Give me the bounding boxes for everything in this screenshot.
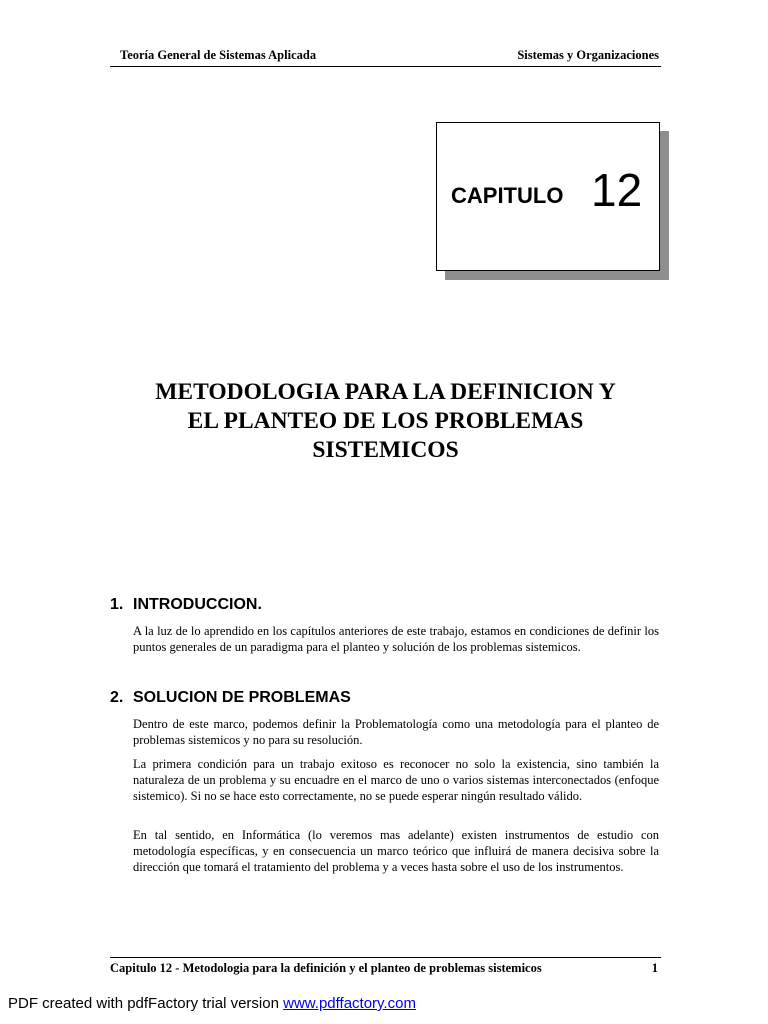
header-subject: Sistemas y Organizaciones <box>517 48 659 62</box>
section-heading-solucion <box>110 689 351 707</box>
page-number: 1 <box>651 961 658 975</box>
page-footer <box>110 957 661 978</box>
chapter-label: CAPITULO <box>451 183 564 208</box>
section-title: INTRODUCCION. <box>133 596 262 613</box>
paragraph: A la luz de lo aprendido en los capítulos anteriores de este trabajo, estamos en condiciones de definir los puntos generales de un paradigma para el planteo y solución de los problemas sistemicos. <box>133 624 659 654</box>
chapter-title <box>110 378 661 465</box>
paragraph: La primera condición para un trabajo exitoso es reconocer no solo la existencia, sino también la naturaleza de un problema y su encuadre en el marco de uno o varios sistemas interconectados (enfoque sistemico). Si no se hace esto correctamente, no se puede esperar ningún resultado válido. <box>133 757 659 803</box>
section-title: SOLUCION DE PROBLEMAS <box>133 689 351 706</box>
footer-chapter-title: Capitulo 12 - Metodologia para la definición y el planteo de problemas sistemicos <box>110 961 542 975</box>
chapter-title-line: SISTEMICOS <box>312 437 459 463</box>
pdf-watermark-text: PDF created with pdfFactory trial version <box>8 995 284 1012</box>
paragraph: En tal sentido, en Informática (lo veremos mas adelante) existen instrumentos de estudio con metodología específicas, y en consecuencia un marco teórico que influirá de manera decisiva sobre la dirección que tomará el tratamiento del problema y a veces hasta sobre el uso de los instrumentos. <box>133 828 659 874</box>
paragraph: Dentro de este marco, podemos definir la Problematología como una metodología para el planteo de problemas sistemicos y no para su resolución. <box>133 717 659 747</box>
page-header <box>110 48 661 67</box>
pdf-watermark <box>8 995 416 1012</box>
pdffactory-link[interactable]: www.pdffactory.com <box>283 995 416 1012</box>
section-heading-introduccion <box>110 596 262 614</box>
chapter-title-line: EL PLANTEO DE LOS PROBLEMAS <box>187 408 584 434</box>
section-number: 1. <box>110 596 124 613</box>
chapter-box <box>436 122 660 271</box>
chapter-number: 12 <box>591 164 643 216</box>
chapter-title-line: METODOLOGIA PARA LA DEFINICION Y <box>155 379 616 405</box>
section-number: 2. <box>110 689 124 706</box>
header-book-title: Teoría General de Sistemas Aplicada <box>120 48 317 62</box>
